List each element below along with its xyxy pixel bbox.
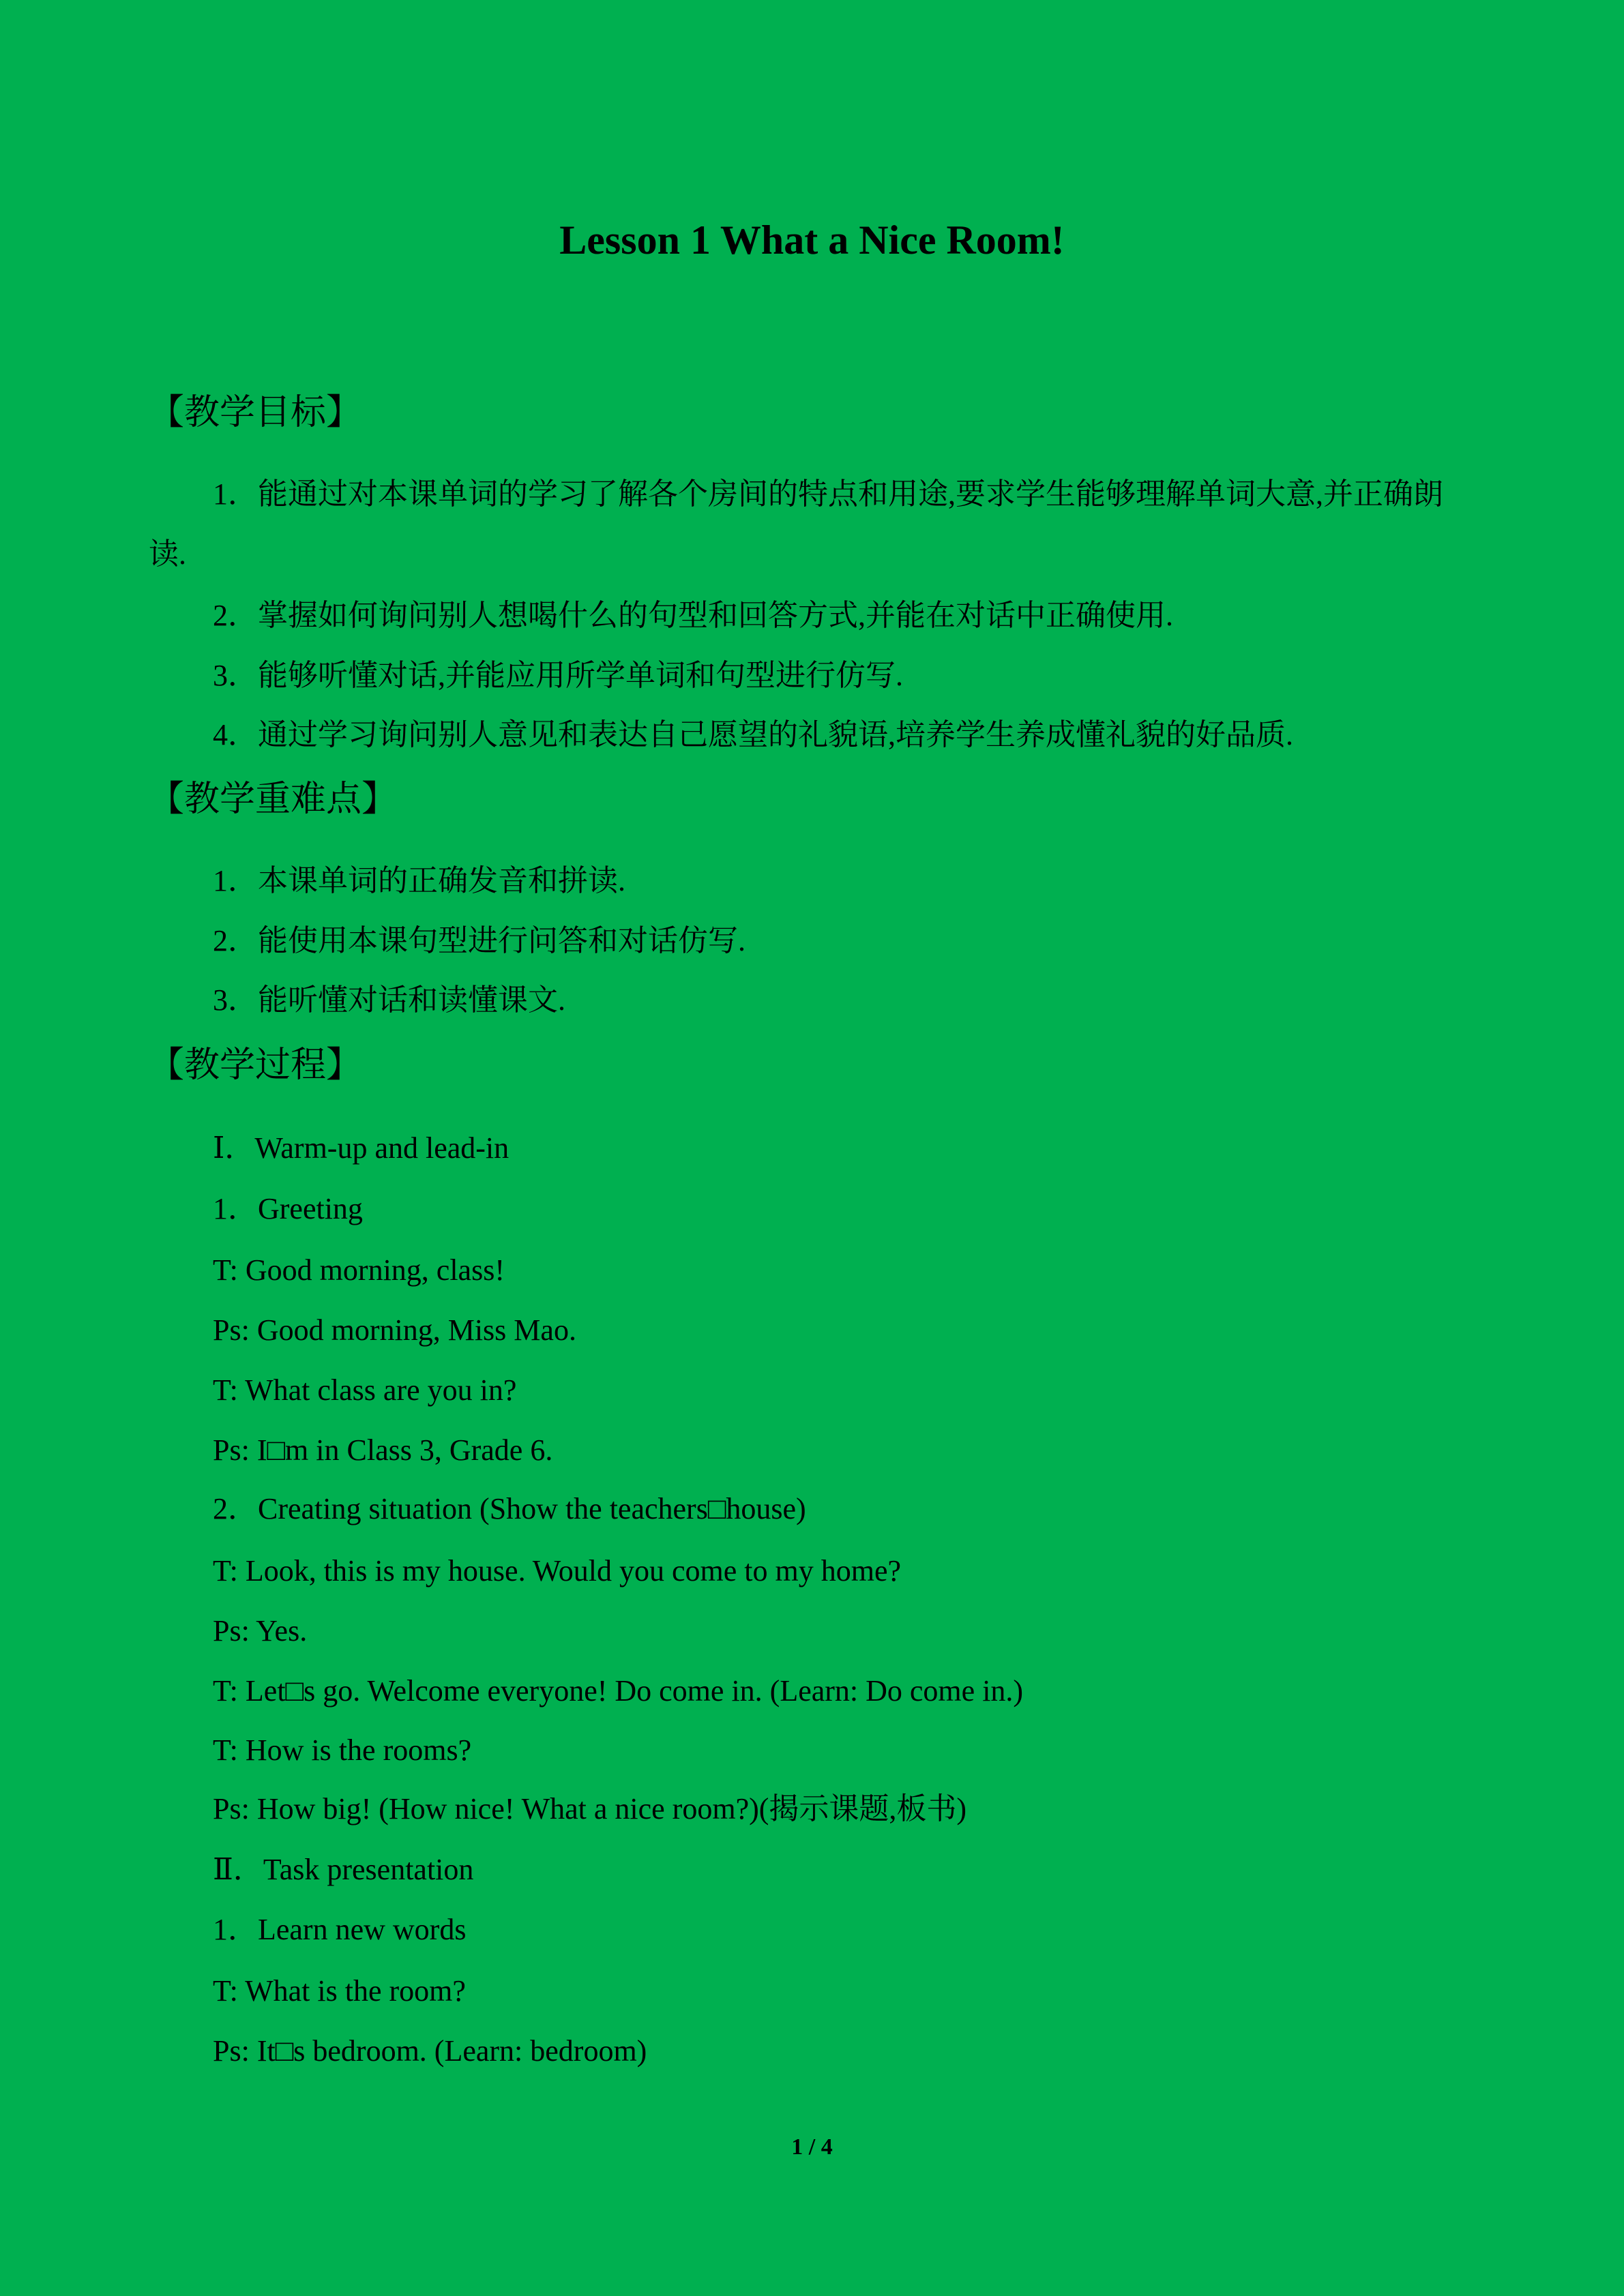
process-line: T: What is the room? [213,1974,466,2008]
document-title: Lesson 1 What a Nice Room! [559,218,1065,263]
process-line: Ps: I□m in Class 3, Grade 6. [213,1433,553,1467]
key-point-item: 2．能使用本课句型进行问答和对话仿写. [213,924,745,957]
process-line: 1．Learn new words [213,1913,467,1946]
key-point-item: 1．本课单词的正确发音和拼读. [213,864,625,897]
process-line: Ⅰ．Warm-up and lead-in [213,1131,510,1165]
process-line: T: Look, this is my house. Would you come to my home? [213,1554,902,1587]
process-line: Ps: How big! (How nice! What a nice room?)(揭示课题,板书) [213,1792,967,1825]
objective-item: 4．通过学习询问别人意见和表达自己愿望的礼貌语,培养学生养成懂礼貌的好品质. [213,718,1293,751]
process-line: Ps: Yes. [213,1614,308,1648]
process-line: Ps: It□s bedroom. (Learn: bedroom) [213,2034,647,2068]
process-line: Ⅱ．Task presentation [213,1853,474,1886]
objective-item: 1．能通过对本课单词的学习了解各个房间的特点和用途,要求学生能够理解单词大意,并正确朗读. [149,477,1443,571]
process-line: Ps: Good morning, Miss Mao. [213,1313,576,1347]
process-line: 2．Creating situation (Show the teachers□house) [213,1492,806,1525]
section-heading-objectives: 【教学目标】 [149,392,362,433]
process-line: 1．Greeting [213,1192,363,1225]
process-line: T: What class are you in? [213,1373,517,1407]
process-line: T: How is the rooms? [213,1733,472,1767]
section-heading-process: 【教学过程】 [149,1045,362,1086]
key-point-item: 3．能听懂对话和读懂课文. [213,983,565,1017]
process-line: T: Let□s go. Welcome everyone! Do come in. (Learn: Do come in.) [213,1674,1024,1708]
objective-item: 2．掌握如何询问别人想喝什么的句型和回答方式,并能在对话中正确使用. [213,599,1173,632]
objective-item: 3．能够听懂对话,并能应用所学单词和句型进行仿写. [213,659,903,692]
process-line: T: Good morning, class! [213,1253,505,1287]
section-heading-key-points: 【教学重难点】 [149,779,398,820]
page-number: 1 / 4 [791,2134,833,2160]
